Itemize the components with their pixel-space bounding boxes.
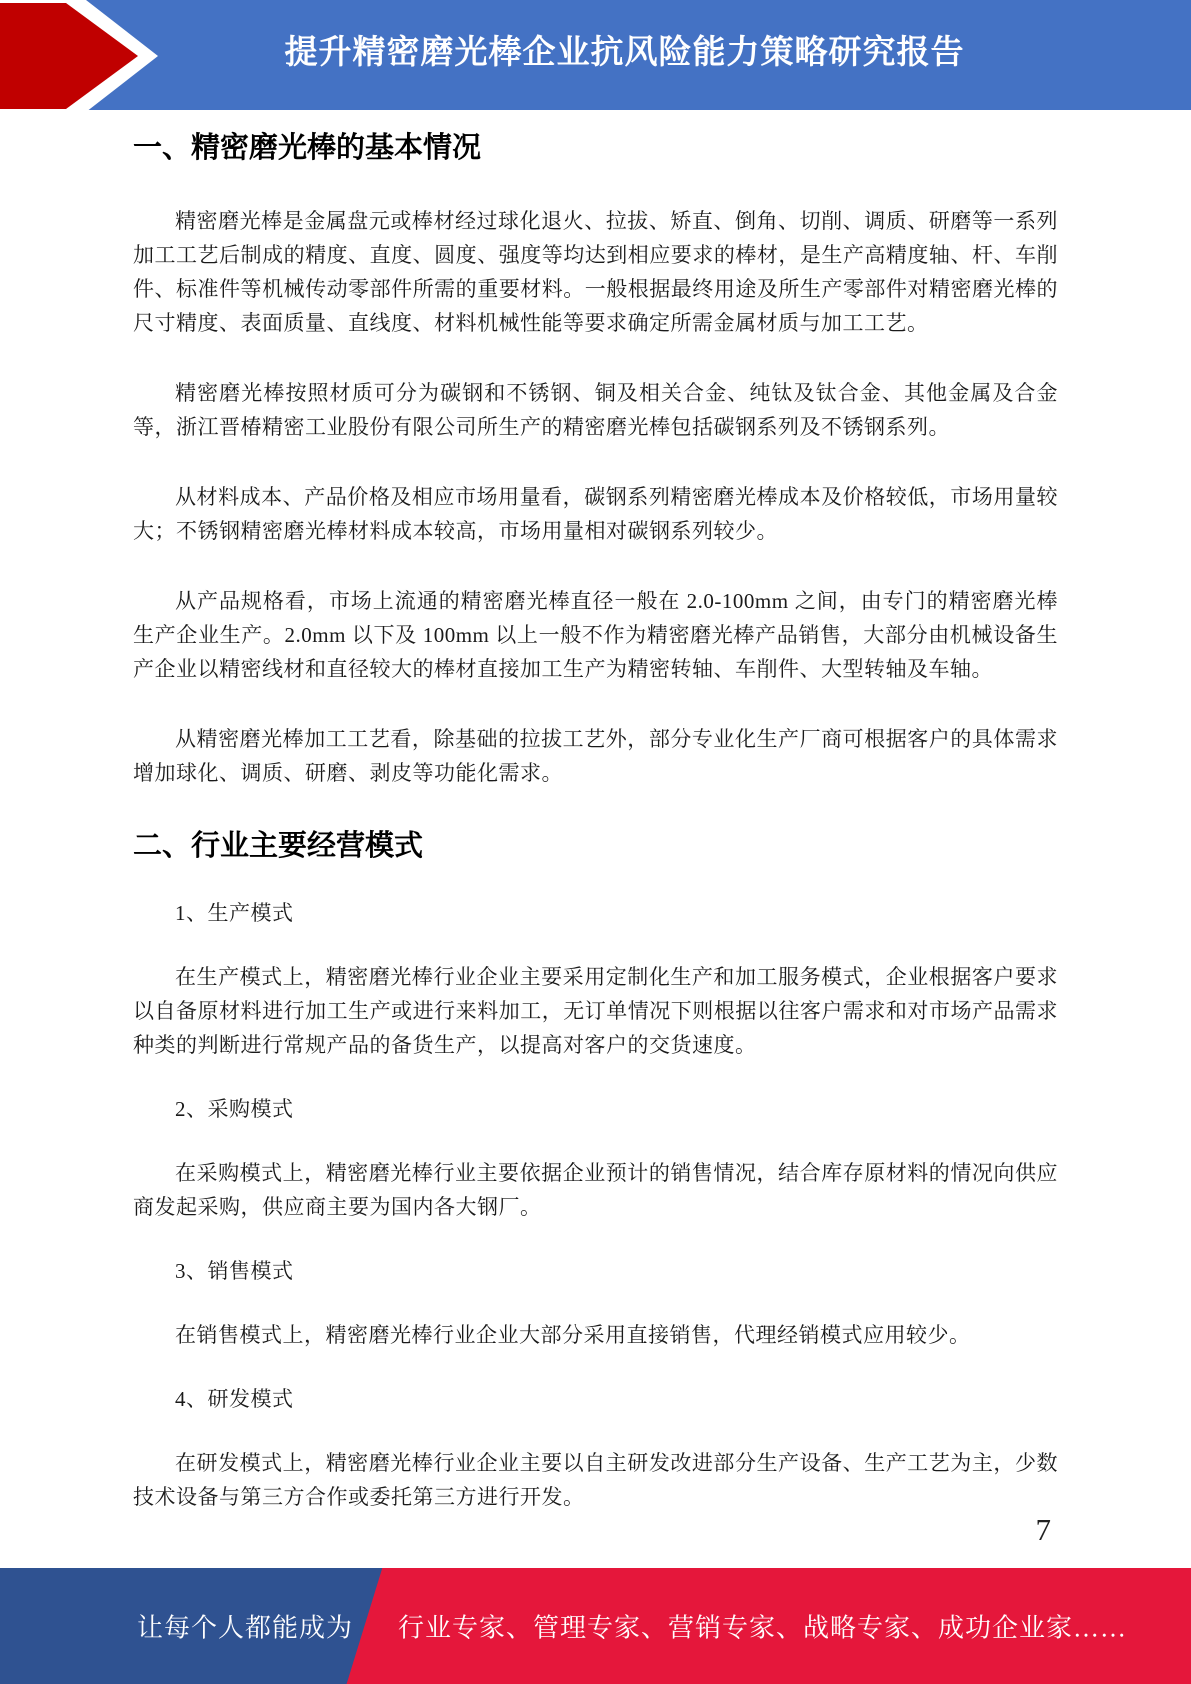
- footer-banner: [0, 1568, 1191, 1684]
- section-2-item-1-label: 1、生产模式: [175, 901, 294, 925]
- footer-slogan-left: 让每个人都能成为: [137, 1613, 354, 1643]
- section-2-item-3-text: 在销售模式上，精密磨光棒行业企业大部分采用直接销售，代理经销模式应用较少。: [175, 1323, 971, 1347]
- section-2-item-1-text: 在生产模式上，精密磨光棒行业企业主要采用定制化生产和加工服务模式，企业根据客户要求以自备原材料进行加工生产或进行来料加工，无订单情况下则根据以往客户需求和对市场产品需求种类的判断进行常规产品的备货生产，以提高对客户的交货速度。: [133, 965, 1058, 1057]
- section-2-item-4-label: 4、研发模式: [175, 1387, 294, 1411]
- section-1-paragraph-3: 从材料成本、产品价格及相应市场用量看，碳钢系列精密磨光棒成本及价格较低，市场用量较大；不锈钢精密磨光棒材料成本较高，市场用量相对碳钢系列较少。: [133, 485, 1058, 543]
- section-1-paragraph-4: 从产品规格看，市场上流通的精密磨光棒直径一般在 2.0-100mm 之间，由专门的精密磨光棒生产企业生产。2.0mm 以下及 100mm 以上一般不作为精密磨光棒产品销售，大部分由机械设备生产企业以精密线材和直径较大的棒材直接加工生产为精密转轴、车削件、大型转轴及车轴。: [133, 589, 1058, 681]
- section-1-paragraph-2: 精密磨光棒按照材质可分为碳钢和不锈钢、铜及相关合金、纯钛及钛合金、其他金属及合金等，浙江晋椿精密工业股份有限公司所生产的精密磨光棒包括碳钢系列及不锈钢系列。: [133, 381, 1058, 439]
- section-2-heading: 二、行业主要经营模式: [133, 830, 424, 862]
- section-1-paragraph-5: 从精密磨光棒加工工艺看，除基础的拉拔工艺外，部分专业化生产厂商可根据客户的具体需求增加球化、调质、研磨、剥皮等功能化需求。: [133, 727, 1058, 785]
- section-2-item-3-label: 3、销售模式: [175, 1259, 294, 1283]
- document-body: [133, 110, 1058, 1544]
- section-1-heading: 一、精密磨光棒的基本情况: [133, 132, 482, 164]
- page-number: 7: [1035, 1512, 1051, 1547]
- section-1-paragraph-1: 精密磨光棒是金属盘元或棒材经过球化退火、拉拔、矫直、倒角、切削、调质、研磨等一系列加工工艺后制成的精度、直度、圆度、强度等均达到相应要求的棒材，是生产高精度轴、杆、车削件、标准件等机械传动零部件所需的重要材料。一般根据最终用途及所生产零部件对精密磨光棒的尺寸精度、表面质量、直线度、材料机械性能等要求确定所需金属材质与加工工艺。: [133, 209, 1058, 335]
- section-2-item-2-label: 2、采购模式: [175, 1097, 294, 1121]
- report-title: 提升精密磨光棒企业抗风险能力策略研究报告: [284, 33, 965, 70]
- section-2-item-4-text: 在研发模式上，精密磨光棒行业企业主要以自主研发改进部分生产设备、生产工艺为主，少数技术设备与第三方合作或委托第三方进行开发。: [133, 1451, 1058, 1509]
- section-2-item-2-text: 在采购模式上，精密磨光棒行业主要依据企业预计的销售情况，结合库存原材料的情况向供应商发起采购，供应商主要为国内各大钢厂。: [133, 1161, 1058, 1219]
- footer-slogan-right: 行业专家、管理专家、营销专家、战略专家、成功企业家……: [398, 1613, 1128, 1643]
- header-banner: [0, 0, 1191, 110]
